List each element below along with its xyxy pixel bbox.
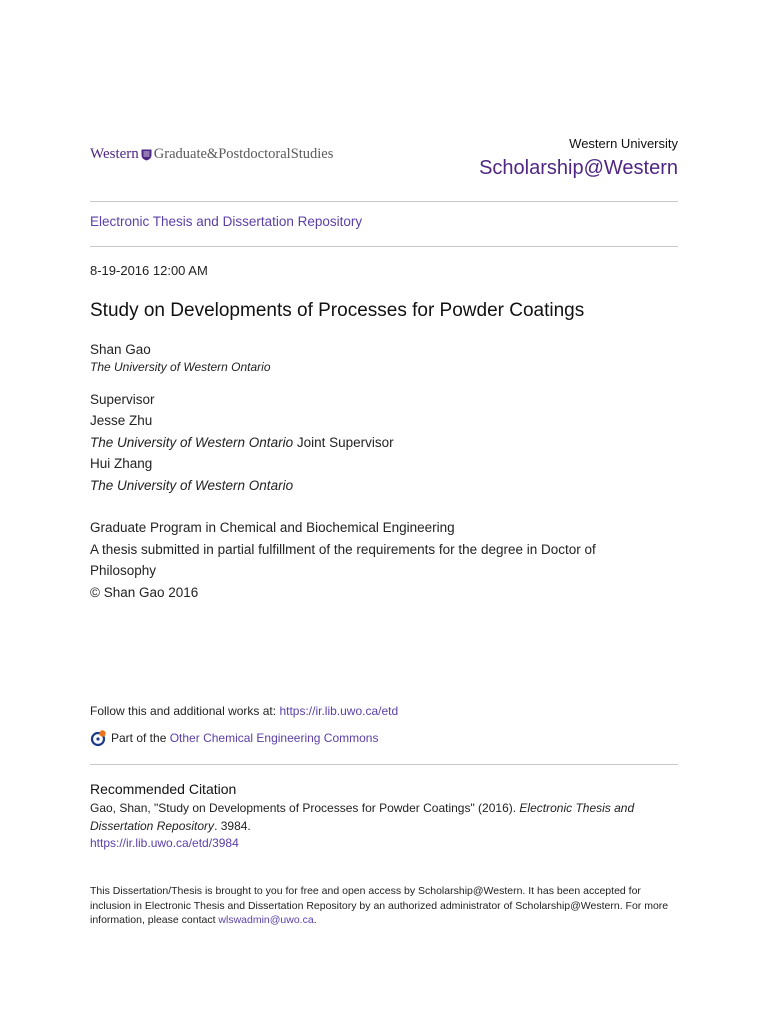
western-crest-icon — [141, 149, 152, 161]
joint-supervisor-label: Joint Supervisor — [296, 435, 394, 450]
divider — [90, 764, 678, 765]
joint-supervisor-name: Hui Zhang — [90, 456, 153, 471]
scholarship-western-link[interactable]: Scholarship@Western — [479, 157, 678, 179]
supervisor-name: Jesse Zhu — [90, 413, 153, 428]
degree-statement-line1: A thesis submitted in partial fulfillment of the requirements for the degree in Doctor of — [90, 542, 596, 557]
citation-part: Gao, Shan, "Study on Developments of Processes for Powder Coatings" (2016). — [90, 801, 520, 815]
author-name: Shan Gao — [90, 342, 151, 357]
citation-link[interactable]: https://ir.lib.uwo.ca/etd/3984 — [90, 836, 239, 850]
commons-link[interactable]: Other Chemical Engineering Commons — [169, 731, 379, 745]
author-affiliation: The University of Western Ontario — [90, 360, 271, 374]
graduate-program: Graduate Program in Chemical and Biochemical Engineering — [90, 520, 455, 535]
western-graduate-logo — [90, 146, 333, 163]
follow-line — [90, 704, 398, 718]
contact-email-link[interactable]: wlswadmin@uwo.ca — [218, 914, 314, 926]
joint-supervisor-affiliation: The University of Western Ontario — [90, 478, 294, 493]
access-statement-end: . — [313, 914, 317, 926]
cover-page — [90, 0, 678, 1024]
repository-link[interactable]: Electronic Thesis and Dissertation Repository — [90, 214, 363, 229]
copyright: © Shan Gao 2016 — [90, 585, 199, 600]
part-of-line — [90, 729, 378, 747]
access-statement — [90, 884, 678, 928]
logo-graduate-text: Graduate&PostdoctoralStudies — [153, 146, 334, 162]
divider — [90, 201, 678, 202]
thesis-title: Study on Developments of Processes for Powder Coatings — [90, 300, 585, 321]
supervisor-affiliation-line — [90, 435, 394, 450]
supervisor-heading: Supervisor — [90, 392, 155, 407]
citation-part: . 3984. — [214, 818, 251, 833]
citation-journal: Electronic Thesis and Dissertation Repository — [90, 801, 635, 833]
degree-statement-line2: Philosophy — [90, 563, 157, 578]
logo-western-text: Western — [90, 146, 139, 162]
access-statement-text: This Dissertation/Thesis is brought to you for free and open access by Scholarship@Western. It has been accepted for inclusion in Electronic Thesis and Dissertation Repository by an authorized administrator of Scholarship@Western. For more information, please contact — [90, 885, 669, 926]
citation-text — [90, 800, 678, 853]
citation-heading: Recommended Citation — [90, 781, 237, 797]
supervisor-affiliation: The University of Western Ontario — [90, 435, 294, 450]
follow-text: Follow this and additional works at: — [90, 704, 280, 718]
etd-link[interactable]: https://ir.lib.uwo.ca/etd — [279, 704, 399, 718]
part-of-text: Part of the — [111, 731, 167, 745]
publication-date: 8-19-2016 12:00 AM — [90, 263, 208, 278]
university-name: Western University — [569, 136, 678, 151]
divider — [90, 246, 678, 247]
network-commons-icon — [90, 729, 108, 747]
